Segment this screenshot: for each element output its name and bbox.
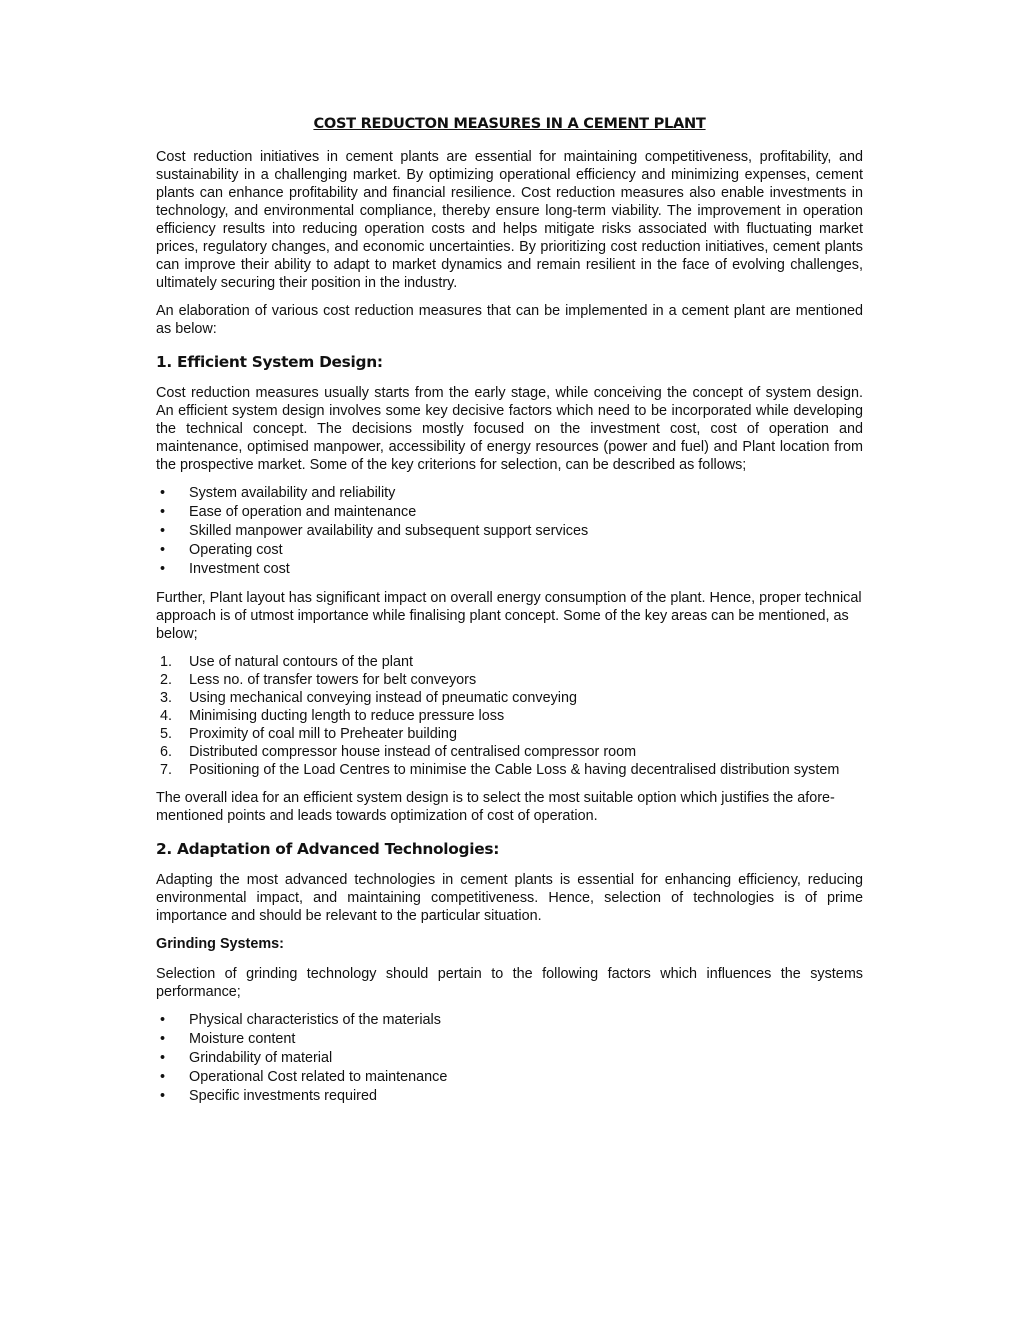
- list-item: [156, 1087, 863, 1106]
- list-item-text: Operational Cost related to maintenance: [189, 1069, 448, 1085]
- document-title: COST REDUCTON MEASURES IN A CEMENT PLANT: [313, 115, 706, 132]
- bullet-icon: •: [160, 561, 166, 577]
- bullet-icon: •: [160, 1069, 166, 1085]
- list-item: [156, 1068, 863, 1087]
- section-1-numbered-list: [156, 653, 863, 779]
- section-1-paragraph-3: The overall idea for an efficient system design is to select the most suitable option which justifies the afore-mentioned points and leads towards optimization of cost of operation.: [156, 790, 835, 824]
- document-page: [156, 114, 863, 1116]
- grinding-systems-subheading: Grinding Systems:: [156, 936, 284, 952]
- list-number: 2.: [160, 672, 173, 688]
- list-item-text: Positioning of the Load Centres to minimise the Cable Loss & having decentralised distribution system: [189, 762, 840, 778]
- section-2-heading: 2. Adaptation of Advanced Technologies:: [156, 840, 500, 858]
- list-item-text: Grindability of material: [189, 1050, 333, 1066]
- list-item: [156, 671, 863, 689]
- list-number: 3.: [160, 690, 173, 706]
- list-item-text: Minimising ducting length to reduce pressure loss: [189, 708, 505, 724]
- list-item: [156, 522, 863, 541]
- list-number: 5.: [160, 726, 173, 742]
- bullet-icon: •: [160, 1012, 166, 1028]
- list-number: 1.: [160, 654, 173, 670]
- list-item-text: Ease of operation and maintenance: [189, 504, 417, 520]
- section-1-bullet-list: [156, 484, 863, 579]
- list-item-text: Investment cost: [189, 561, 290, 577]
- list-item-text: Skilled manpower availability and subsequent support services: [189, 523, 589, 539]
- list-item-text: Physical characteristics of the materials: [189, 1012, 441, 1028]
- list-item: [156, 707, 863, 725]
- list-item: [156, 689, 863, 707]
- list-item-text: System availability and reliability: [189, 485, 396, 501]
- bullet-icon: •: [160, 1031, 166, 1047]
- list-item: [156, 725, 863, 743]
- list-number: 4.: [160, 708, 173, 724]
- list-item-text: Using mechanical conveying instead of pneumatic conveying: [189, 690, 577, 706]
- list-item-text: Specific investments required: [189, 1088, 377, 1104]
- intro-paragraph-2: An elaboration of various cost reduction measures that can be implemented in a cement plant are mentioned as below:: [156, 303, 863, 337]
- bullet-icon: •: [160, 542, 166, 558]
- list-item: [156, 560, 863, 579]
- section-2-bullet-list: [156, 1011, 863, 1106]
- list-number: 7.: [160, 762, 173, 778]
- section-1-paragraph-1: Cost reduction measures usually starts from the early stage, while conceiving the concept of system design. An efficient system design involves some key decisive factors which need to be incorporated while developing the technical concept. The decisions mostly focused on the investment cost, cost of operation and maintenance, optimised manpower, accessibility of energy resources (power and fuel) and Plant location from the prospective market. Some of the key criterions for selection, can be described as follows;: [156, 385, 863, 473]
- list-item: [156, 1049, 863, 1068]
- bullet-icon: •: [160, 1088, 166, 1104]
- section-1-paragraph-2: Further, Plant layout has significant impact on overall energy consumption of the plant. Hence, proper technical approach is of utmost importance while finalising plant concept. Some of the key areas can be mentioned, as below;: [156, 590, 862, 642]
- list-number: 6.: [160, 744, 173, 760]
- list-item-text: Distributed compressor house instead of centralised compressor room: [189, 744, 637, 760]
- bullet-icon: •: [160, 485, 166, 501]
- intro-paragraph-1: Cost reduction initiatives in cement plants are essential for maintaining competitiveness, profitability, and sustainability in a challenging market. By optimizing operational efficiency and minimizing expenses, cement plants can enhance profitability and financial resilience. Cost reduction measures also enable investments in technology, and environmental compliance, thereby ensure long-term viability. The improvement in operation efficiency results into reducing operation costs and helps mitigate risks associated with fluctuating market prices, regulatory changes, and economic uncertainties. By prioritizing cost reduction initiatives, cement plants can improve their ability to adapt to market dynamics and remain resilient in the face of evolving challenges, ultimately securing their position in the industry.: [156, 149, 863, 291]
- list-item: [156, 503, 863, 522]
- bullet-icon: •: [160, 523, 166, 539]
- list-item: [156, 743, 863, 761]
- list-item-text: Operating cost: [189, 542, 283, 558]
- list-item: [156, 1011, 863, 1030]
- bullet-icon: •: [160, 1050, 166, 1066]
- list-item-text: Proximity of coal mill to Preheater building: [189, 726, 457, 742]
- list-item: [156, 761, 863, 779]
- section-2-paragraph-2: Selection of grinding technology should pertain to the following factors which influences the systems performance;: [156, 966, 863, 1000]
- list-item: [156, 653, 863, 671]
- section-2-paragraph-1: Adapting the most advanced technologies in cement plants is essential for enhancing efficiency, reducing environmental impact, and maintaining competitiveness. Hence, selection of technologies is of prime importance and should be relevant to the particular situation.: [156, 872, 863, 924]
- list-item-text: Moisture content: [189, 1031, 296, 1047]
- list-item-text: Use of natural contours of the plant: [189, 654, 413, 670]
- bullet-icon: •: [160, 504, 166, 520]
- list-item: [156, 1030, 863, 1049]
- section-1-heading: 1. Efficient System Design:: [156, 353, 383, 371]
- list-item: [156, 484, 863, 503]
- list-item-text: Less no. of transfer towers for belt conveyors: [189, 672, 477, 688]
- list-item: [156, 541, 863, 560]
